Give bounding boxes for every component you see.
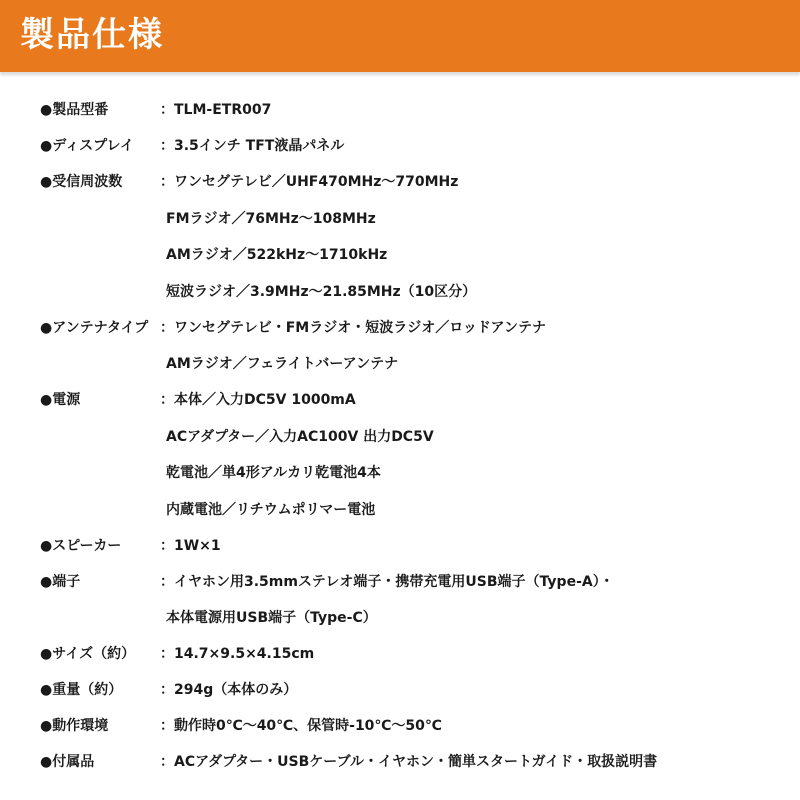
spec-row-weight: [40, 677, 780, 703]
spec-label-frequency: ●受信周波数: [40, 174, 123, 190]
spec-label-terminals: ●端子: [40, 573, 81, 590]
spec-label-size: ●サイズ（約）: [40, 646, 136, 662]
spec-value: ：1W×1: [160, 537, 221, 554]
spec-value: ：14.7×9.5×4.15cm: [160, 646, 315, 662]
spec-values-frequency: [160, 169, 780, 305]
spec-value: 内蔵電池／リチウムポリマー電池: [166, 501, 376, 518]
spec-row-speaker: [40, 533, 780, 559]
spec-value: ：ワンセグテレビ／UHF470MHz～770MHz: [160, 174, 459, 190]
spec-value: 本体電源用USB端子（Type-C）: [166, 610, 377, 626]
spec-values-accessories: [160, 749, 780, 775]
spec-value: ：本体／入力DC5V 1000mA: [160, 392, 356, 408]
spec-value: AMラジオ／522kHz～1710kHz: [166, 247, 388, 263]
spec-value: ACアダプター／入力AC100V 出力DC5V: [166, 428, 434, 445]
spec-values-environment: [160, 713, 780, 739]
spec-value: ：動作時0℃～40℃、保管時-10℃～50℃: [160, 718, 442, 734]
spec-values-weight: [160, 677, 780, 703]
spec-row-terminals: [40, 569, 780, 632]
spec-values-antenna: [160, 315, 780, 378]
spec-value: ：TLM-ETR007: [160, 102, 272, 118]
spec-values-model: [160, 97, 780, 123]
spec-values-size: [160, 641, 780, 667]
spec-label-environment: ●動作環境: [40, 718, 109, 734]
spec-label-antenna: ●アンテナタイプ: [40, 319, 149, 336]
spec-row-environment: [40, 713, 780, 739]
page-title: 製品仕様: [20, 15, 164, 55]
spec-label-accessories: ●付属品: [40, 754, 95, 770]
spec-value: ：294g（本体のみ）: [160, 682, 298, 698]
spec-values-power: [160, 387, 780, 523]
spec-values-terminals: [160, 569, 780, 632]
spec-value: 乾電池／単4形アルカリ乾電池4本: [166, 465, 381, 481]
spec-value: ：ワンセグテレビ・FMラジオ・短波ラジオ／ロッドアンテナ: [160, 319, 546, 336]
spec-values-display: [160, 133, 780, 159]
header-bar: [0, 0, 800, 72]
spec-list: [40, 97, 780, 785]
spec-value: AMラジオ／フェライトバーアンテナ: [166, 356, 399, 372]
spec-label-weight: ●重量（約）: [40, 682, 123, 698]
spec-row-frequency: [40, 169, 780, 305]
spec-row-display: [40, 133, 780, 159]
spec-label-speaker: ●スピーカー: [40, 537, 122, 554]
spec-row-power: [40, 387, 780, 523]
spec-row-size: [40, 641, 780, 667]
spec-value: ：3.5インチ TFT液晶パネル: [160, 138, 345, 154]
spec-label-power: ●電源: [40, 392, 81, 408]
spec-value: FMラジオ／76MHz～108MHz: [166, 210, 376, 227]
spec-value: 短波ラジオ／3.9MHz～21.85MHz（10区分）: [166, 283, 477, 300]
spec-label-model: ●製品型番: [40, 102, 109, 118]
spec-row-antenna: [40, 315, 780, 378]
spec-row-accessories: [40, 749, 780, 775]
spec-values-speaker: [160, 533, 780, 559]
spec-row-model: [40, 97, 780, 123]
spec-label-display: ●ディスプレイ: [40, 138, 134, 154]
spec-value: ：イヤホン用3.5mmステレオ端子・携帯充電用USB端子（Type-A）・: [160, 573, 614, 590]
spec-value: ：ACアダプター・USBケーブル・イヤホン・簡単スタートガイド・取扱説明書: [160, 754, 658, 770]
